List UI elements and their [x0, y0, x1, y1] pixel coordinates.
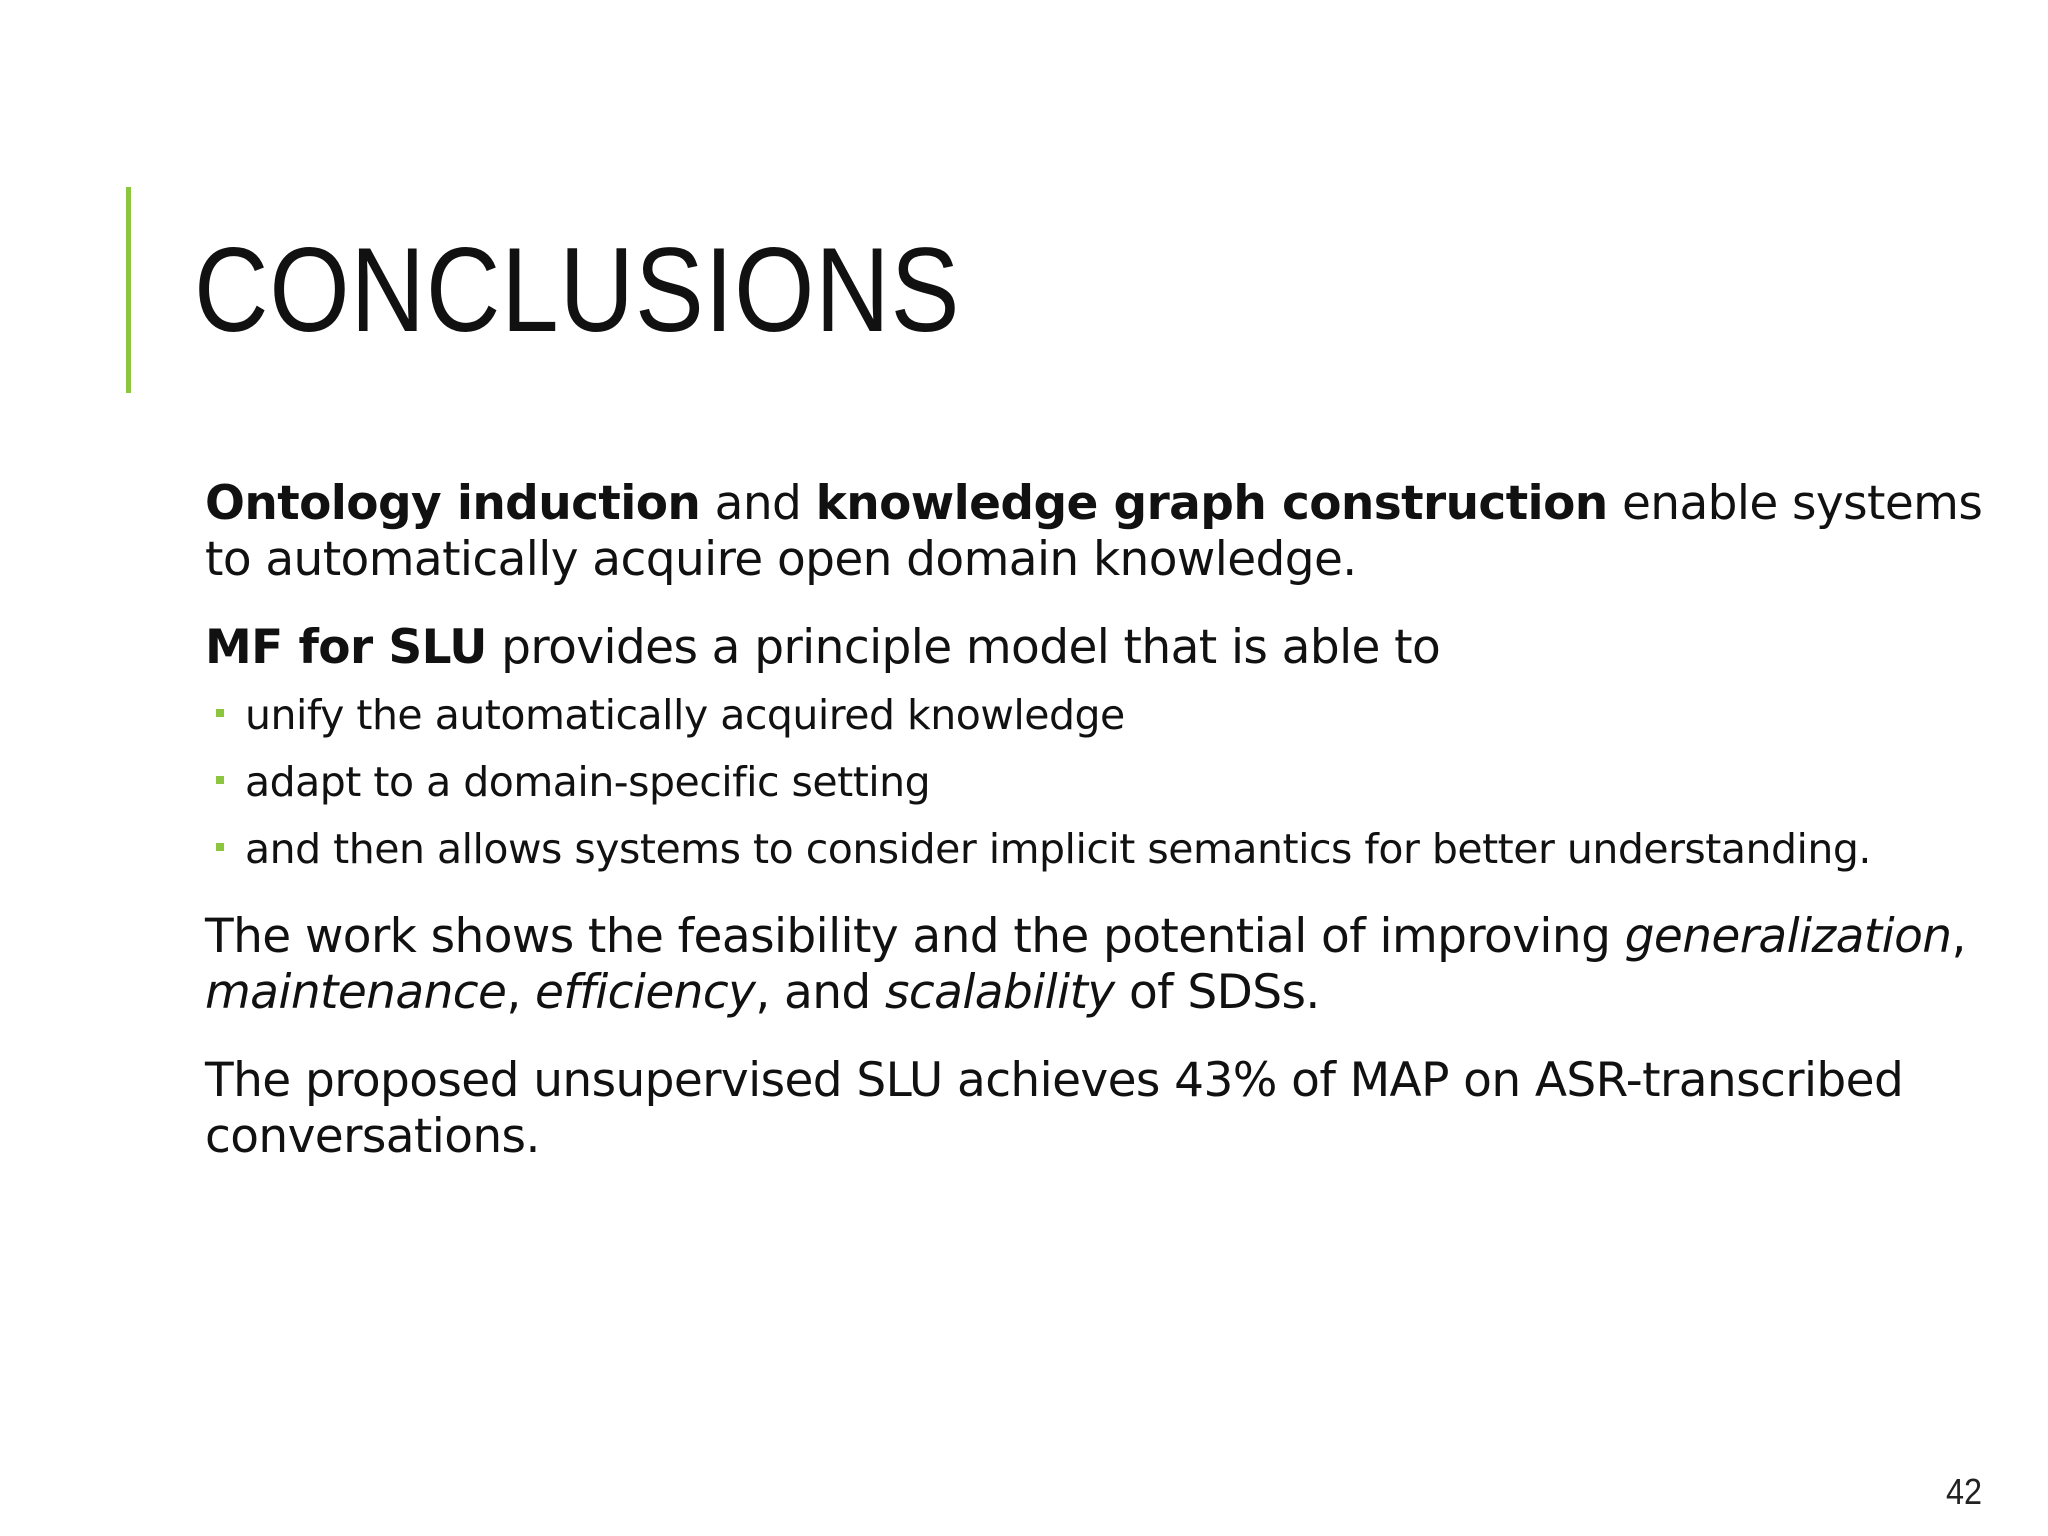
bullet-square-icon: [216, 843, 224, 851]
slide-content: [205, 476, 1985, 1197]
bullet-text: and then allows systems to consider implicit semantics for better understanding.: [245, 825, 1871, 873]
italic-efficiency: efficiency: [535, 965, 756, 1020]
paragraph-text: The work shows the feasibility and the potential of improving: [205, 909, 1625, 964]
paragraph-mf-slu: [205, 620, 1985, 676]
italic-maintenance: maintenance: [205, 965, 507, 1020]
bold-knowledge-graph: knowledge graph construction: [815, 476, 1608, 531]
slide-title: CONCLUSIONS: [194, 223, 961, 357]
title-accent-bar: [126, 187, 131, 393]
page-number: 42: [1945, 1471, 1982, 1512]
paragraph-text: enable systems to automatically acquire open domain knowledge.: [205, 476, 1983, 587]
paragraph-ontology: [205, 476, 1985, 588]
italic-generalization: generalization: [1624, 909, 1952, 964]
paragraph-text: and: [700, 476, 816, 531]
bullet-list: [205, 682, 1985, 883]
bold-ontology-induction: Ontology induction: [205, 476, 701, 531]
bullet-square-icon: [216, 776, 224, 784]
bullet-item: [205, 682, 1985, 749]
bullet-item: [205, 749, 1985, 816]
separator: ,: [506, 965, 535, 1020]
bullet-item: [205, 816, 1985, 883]
paragraph-feasibility: [205, 909, 1985, 1021]
bullet-text: unify the automatically acquired knowledge: [245, 691, 1125, 739]
paragraph-text: of SDSs.: [1114, 965, 1320, 1020]
bullet-square-icon: [216, 709, 224, 717]
bullet-text: adapt to a domain-specific setting: [245, 758, 931, 806]
bold-mf-for-slu: MF for SLU: [205, 620, 487, 675]
separator: , and: [755, 965, 885, 1020]
italic-scalability: scalability: [884, 965, 1115, 1020]
paragraph-text: provides a principle model that is able to: [486, 620, 1441, 675]
paragraph-results: The proposed unsupervised SLU achieves 43% of MAP on ASR-transcribed conversations.: [205, 1053, 1904, 1164]
separator: ,: [1951, 909, 1966, 964]
